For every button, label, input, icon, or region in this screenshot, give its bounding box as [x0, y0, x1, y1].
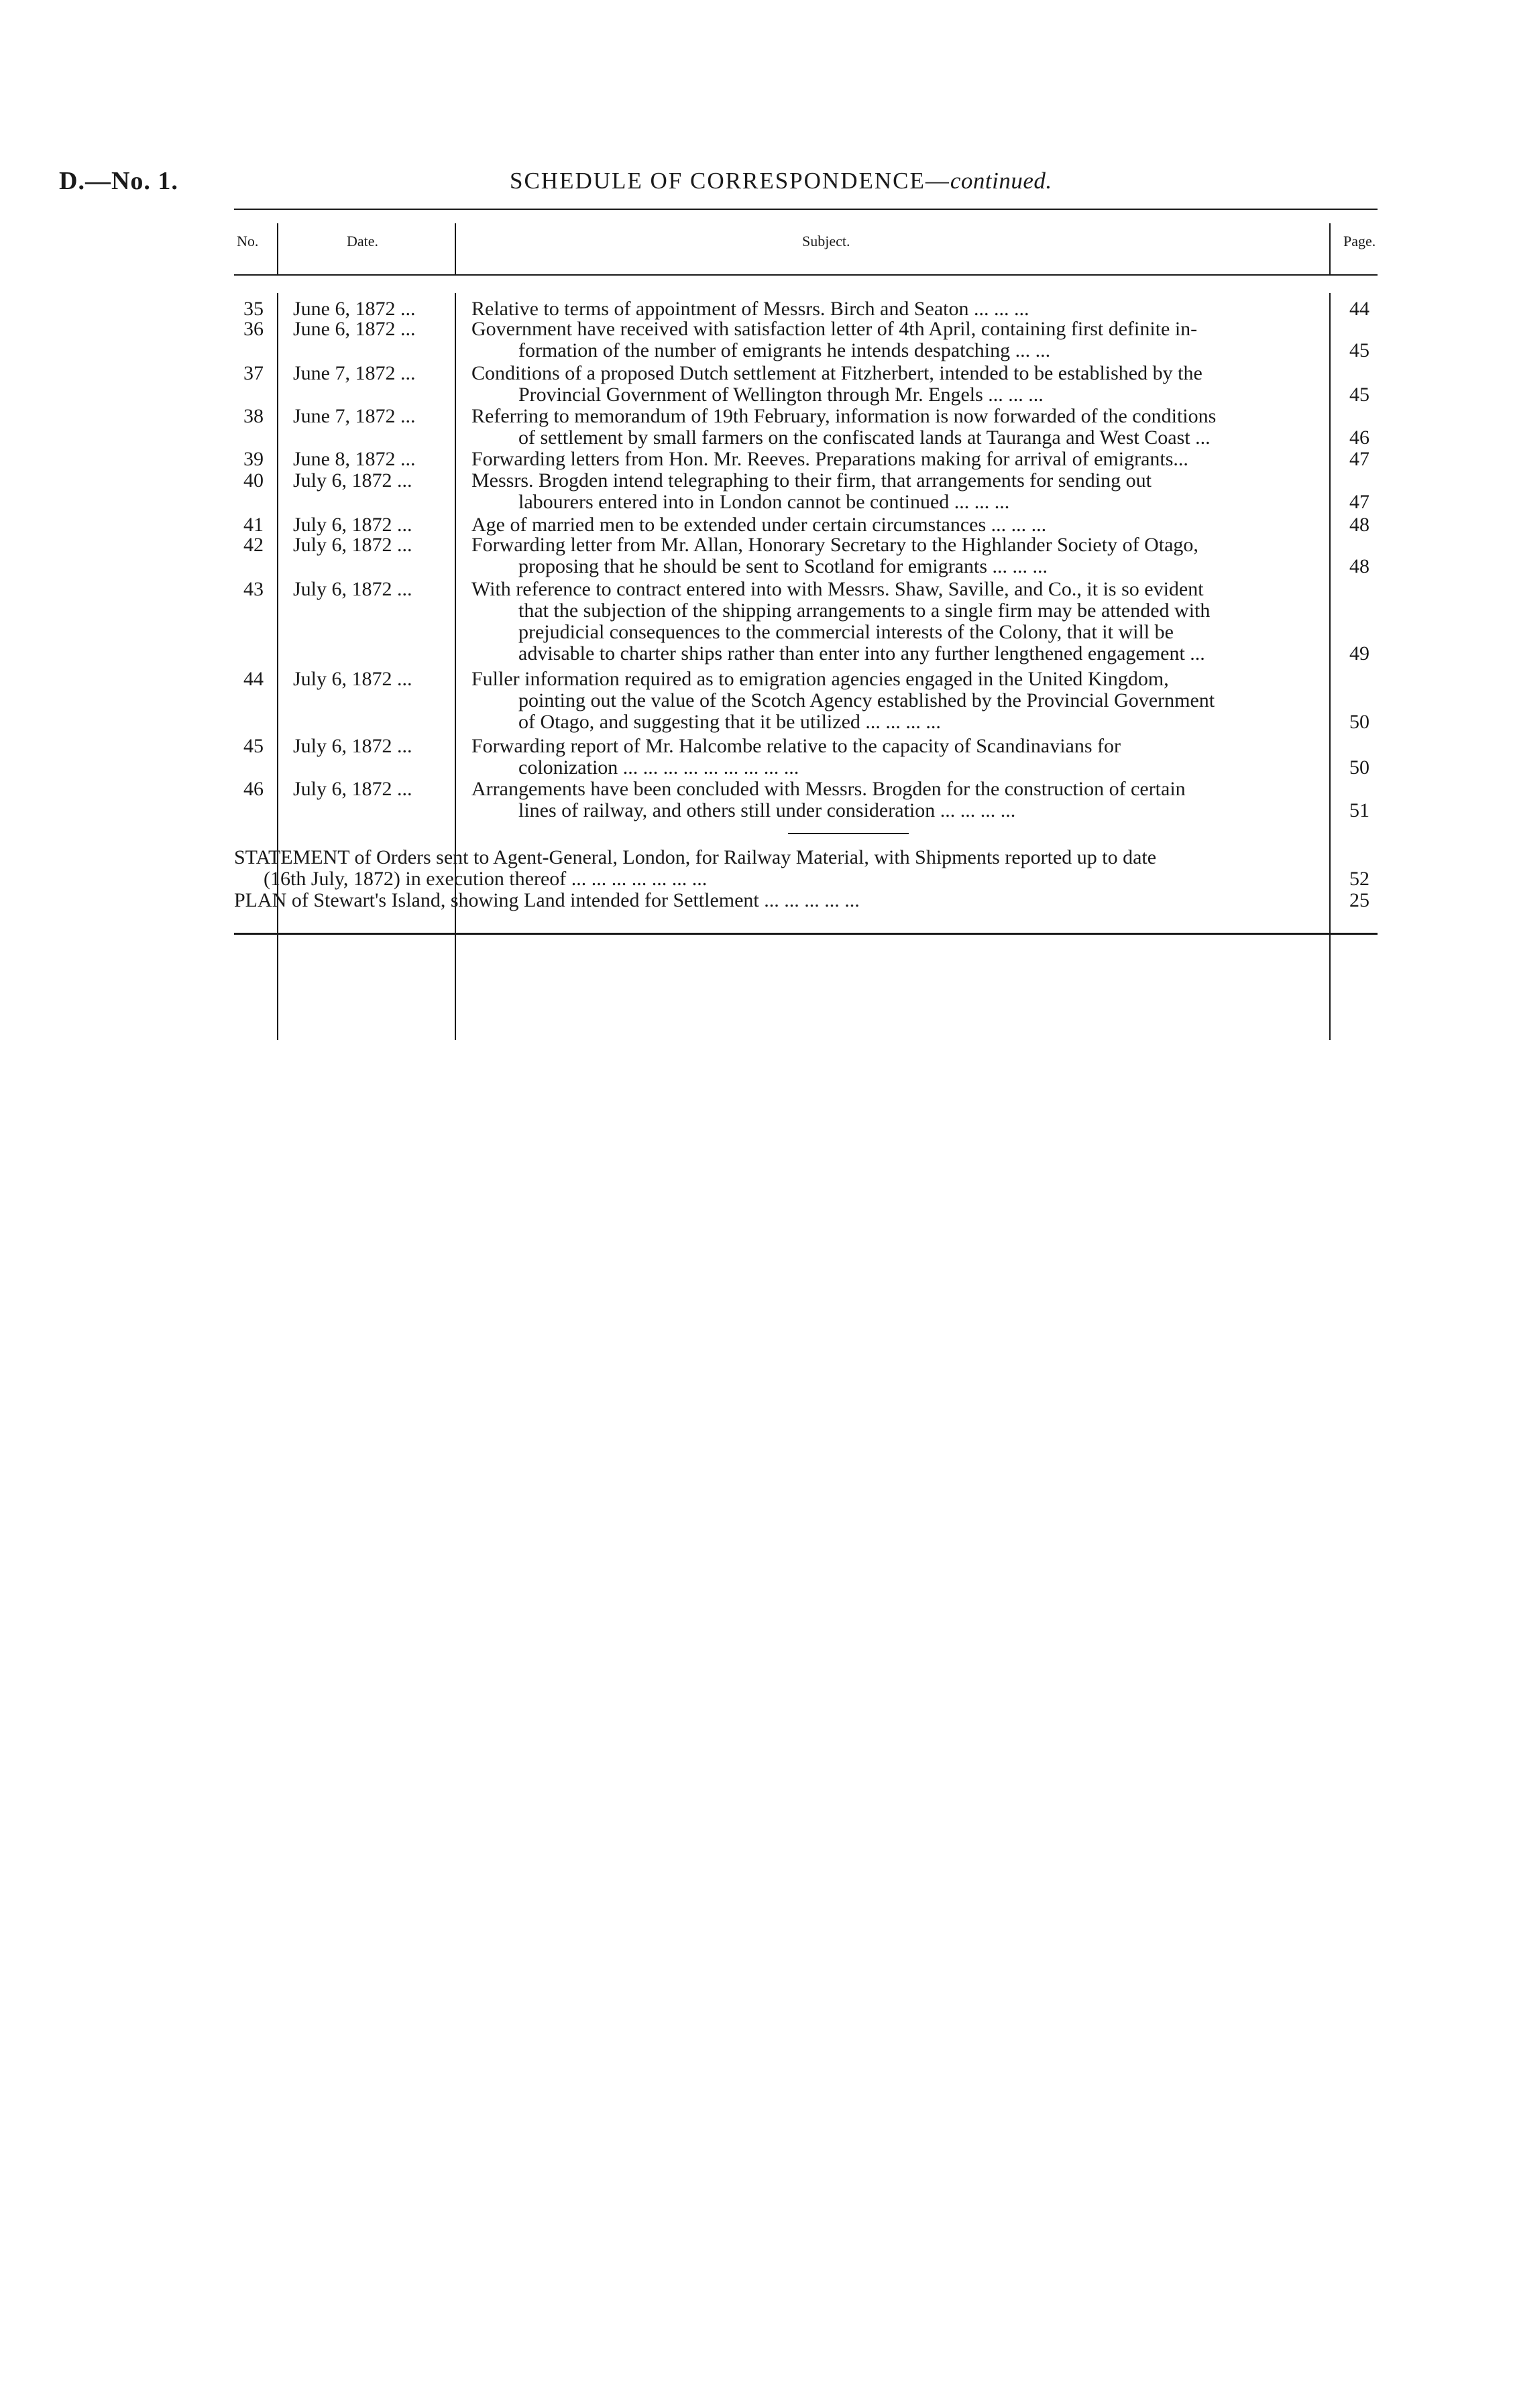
row-date: July 6, 1872 ...: [293, 778, 412, 800]
bottom-rule: [234, 933, 1378, 935]
subject-line: labourers entered into in London cannot be continued ... ... ...: [518, 491, 1010, 513]
row-number: 44: [243, 668, 264, 690]
row-number: 41: [243, 514, 264, 536]
page-reference: D.—No. 1.: [59, 167, 178, 195]
subject-line: Fuller information required as to emigration agencies engaged in the United Kingdom,: [471, 668, 1169, 690]
row-page: 44: [1349, 298, 1369, 320]
column-divider: [277, 223, 278, 274]
subject-line: prejudicial consequences to the commercial interests of the Colony, that it will be: [518, 621, 1174, 643]
column-header-page: Page.: [1343, 233, 1376, 249]
row-number: 46: [243, 778, 264, 800]
subject-line: of settlement by small farmers on the confiscated lands at Tauranga and West Coast ...: [518, 426, 1211, 449]
page-title: [510, 168, 1052, 194]
statement-entry: [234, 890, 1378, 911]
row-number: 37: [243, 362, 264, 384]
subject-line: lines of railway, and others still under consideration ... ... ... ...: [518, 799, 1016, 821]
row-date: July 6, 1872 ...: [293, 534, 412, 556]
title-main: SCHEDULE OF CORRESPONDENCE—: [510, 168, 950, 194]
row-number: 39: [243, 448, 264, 470]
subject-line: formation of the number of emigrants he intends despatching ... ...: [518, 339, 1051, 361]
column-header-no: No.: [237, 233, 259, 249]
row-number: 45: [243, 735, 264, 757]
row-date: June 7, 1872 ...: [293, 405, 416, 427]
subject-line: that the subjection of the shipping arrangements to a single firm may be attended with: [518, 599, 1211, 622]
subject-line: Forwarding report of Mr. Halcombe relative to the capacity of Scandinavians for: [471, 735, 1121, 757]
row-date: July 6, 1872 ...: [293, 735, 412, 757]
row-date: June 7, 1872 ...: [293, 362, 416, 384]
subject-line: Referring to memorandum of 19th February, information is now forwarded of the conditions: [471, 405, 1217, 427]
subject-line: Provincial Government of Wellington through Mr. Engels ... ... ...: [518, 384, 1044, 406]
column-divider: [277, 293, 278, 1040]
statement-page: 25: [1349, 889, 1369, 911]
row-number: 36: [243, 318, 264, 340]
row-date: July 6, 1872 ...: [293, 668, 412, 690]
top-rule: [234, 209, 1378, 210]
subject-line: colonization ... ... ... ... ... ... ... ... ...: [518, 756, 799, 779]
row-date: June 6, 1872 ...: [293, 318, 416, 340]
subject-line: Relative to terms of appointment of Messrs. Birch and Seaton ... ... ...: [471, 298, 1029, 320]
statement-line: STATEMENT of Orders sent to Agent-General, London, for Railway Material, with Shipments reported up to date: [234, 846, 1157, 868]
title-continued: continued.: [950, 168, 1052, 194]
subject-line: Forwarding letters from Hon. Mr. Reeves. Preparations making for arrival of emigrants...: [471, 448, 1188, 470]
statement-entry: [234, 847, 1378, 890]
row-page: 46: [1349, 426, 1369, 449]
subject-line: Age of married men to be extended under certain circumstances ... ... ...: [471, 514, 1047, 536]
row-date: June 8, 1872 ...: [293, 448, 416, 470]
row-number: 40: [243, 469, 264, 492]
row-number: 38: [243, 405, 264, 427]
column-divider: [455, 293, 456, 1040]
row-page: 48: [1349, 514, 1369, 536]
subject-line: of Otago, and suggesting that it be utilized ... ... ... ...: [518, 711, 941, 733]
statement-line: PLAN of Stewart's Island, showing Land intended for Settlement ... ... ... ... ...: [234, 889, 860, 911]
subject-line: Conditions of a proposed Dutch settlement at Fitzherbert, intended to be established by the: [471, 362, 1202, 384]
column-header-date: Date.: [347, 233, 379, 249]
header-rule: [234, 274, 1378, 276]
row-date: July 6, 1872 ...: [293, 514, 412, 536]
row-date: July 6, 1872 ...: [293, 469, 412, 492]
column-divider: [1329, 223, 1331, 274]
statement-page: 52: [1349, 868, 1369, 890]
subject-line: Arrangements have been concluded with Messrs. Brogden for the construction of certain: [471, 778, 1186, 800]
subject-line: Messrs. Brogden intend telegraphing to their firm, that arrangements for sending out: [471, 469, 1152, 492]
row-number: 43: [243, 578, 264, 600]
row-number: 42: [243, 534, 264, 556]
row-date: June 6, 1872 ...: [293, 298, 416, 320]
column-header-subject: Subject.: [802, 233, 850, 249]
subject-line: advisable to charter ships rather than enter into any further lengthened engagement ...: [518, 642, 1205, 665]
row-page: 49: [1349, 642, 1369, 665]
row-page: 45: [1349, 384, 1369, 406]
subject-line: pointing out the value of the Scotch Agency established by the Provincial Government: [518, 689, 1215, 711]
subject-line: With reference to contract entered into with Messrs. Shaw, Saville, and Co., it is so evident: [471, 578, 1204, 600]
row-page: 50: [1349, 756, 1369, 779]
subject-line: Forwarding letter from Mr. Allan, Honorary Secretary to the Highlander Society of Otago,: [471, 534, 1198, 556]
column-divider: [455, 223, 456, 274]
row-page: 47: [1349, 491, 1369, 513]
row-page: 45: [1349, 339, 1369, 361]
row-date: July 6, 1872 ...: [293, 578, 412, 600]
statement-line: (16th July, 1872) in execution thereof ... ... ... ... ... ... ...: [264, 868, 708, 890]
row-page: 48: [1349, 555, 1369, 577]
subject-line: proposing that he should be sent to Scotland for emigrants ... ... ...: [518, 555, 1048, 577]
row-page: 50: [1349, 711, 1369, 733]
row-page: 47: [1349, 448, 1369, 470]
subject-line: Government have received with satisfaction letter of 4th April, containing first definite in-: [471, 318, 1198, 340]
section-divider: [788, 833, 909, 834]
row-page: 51: [1349, 799, 1369, 821]
row-number: 35: [243, 298, 264, 320]
